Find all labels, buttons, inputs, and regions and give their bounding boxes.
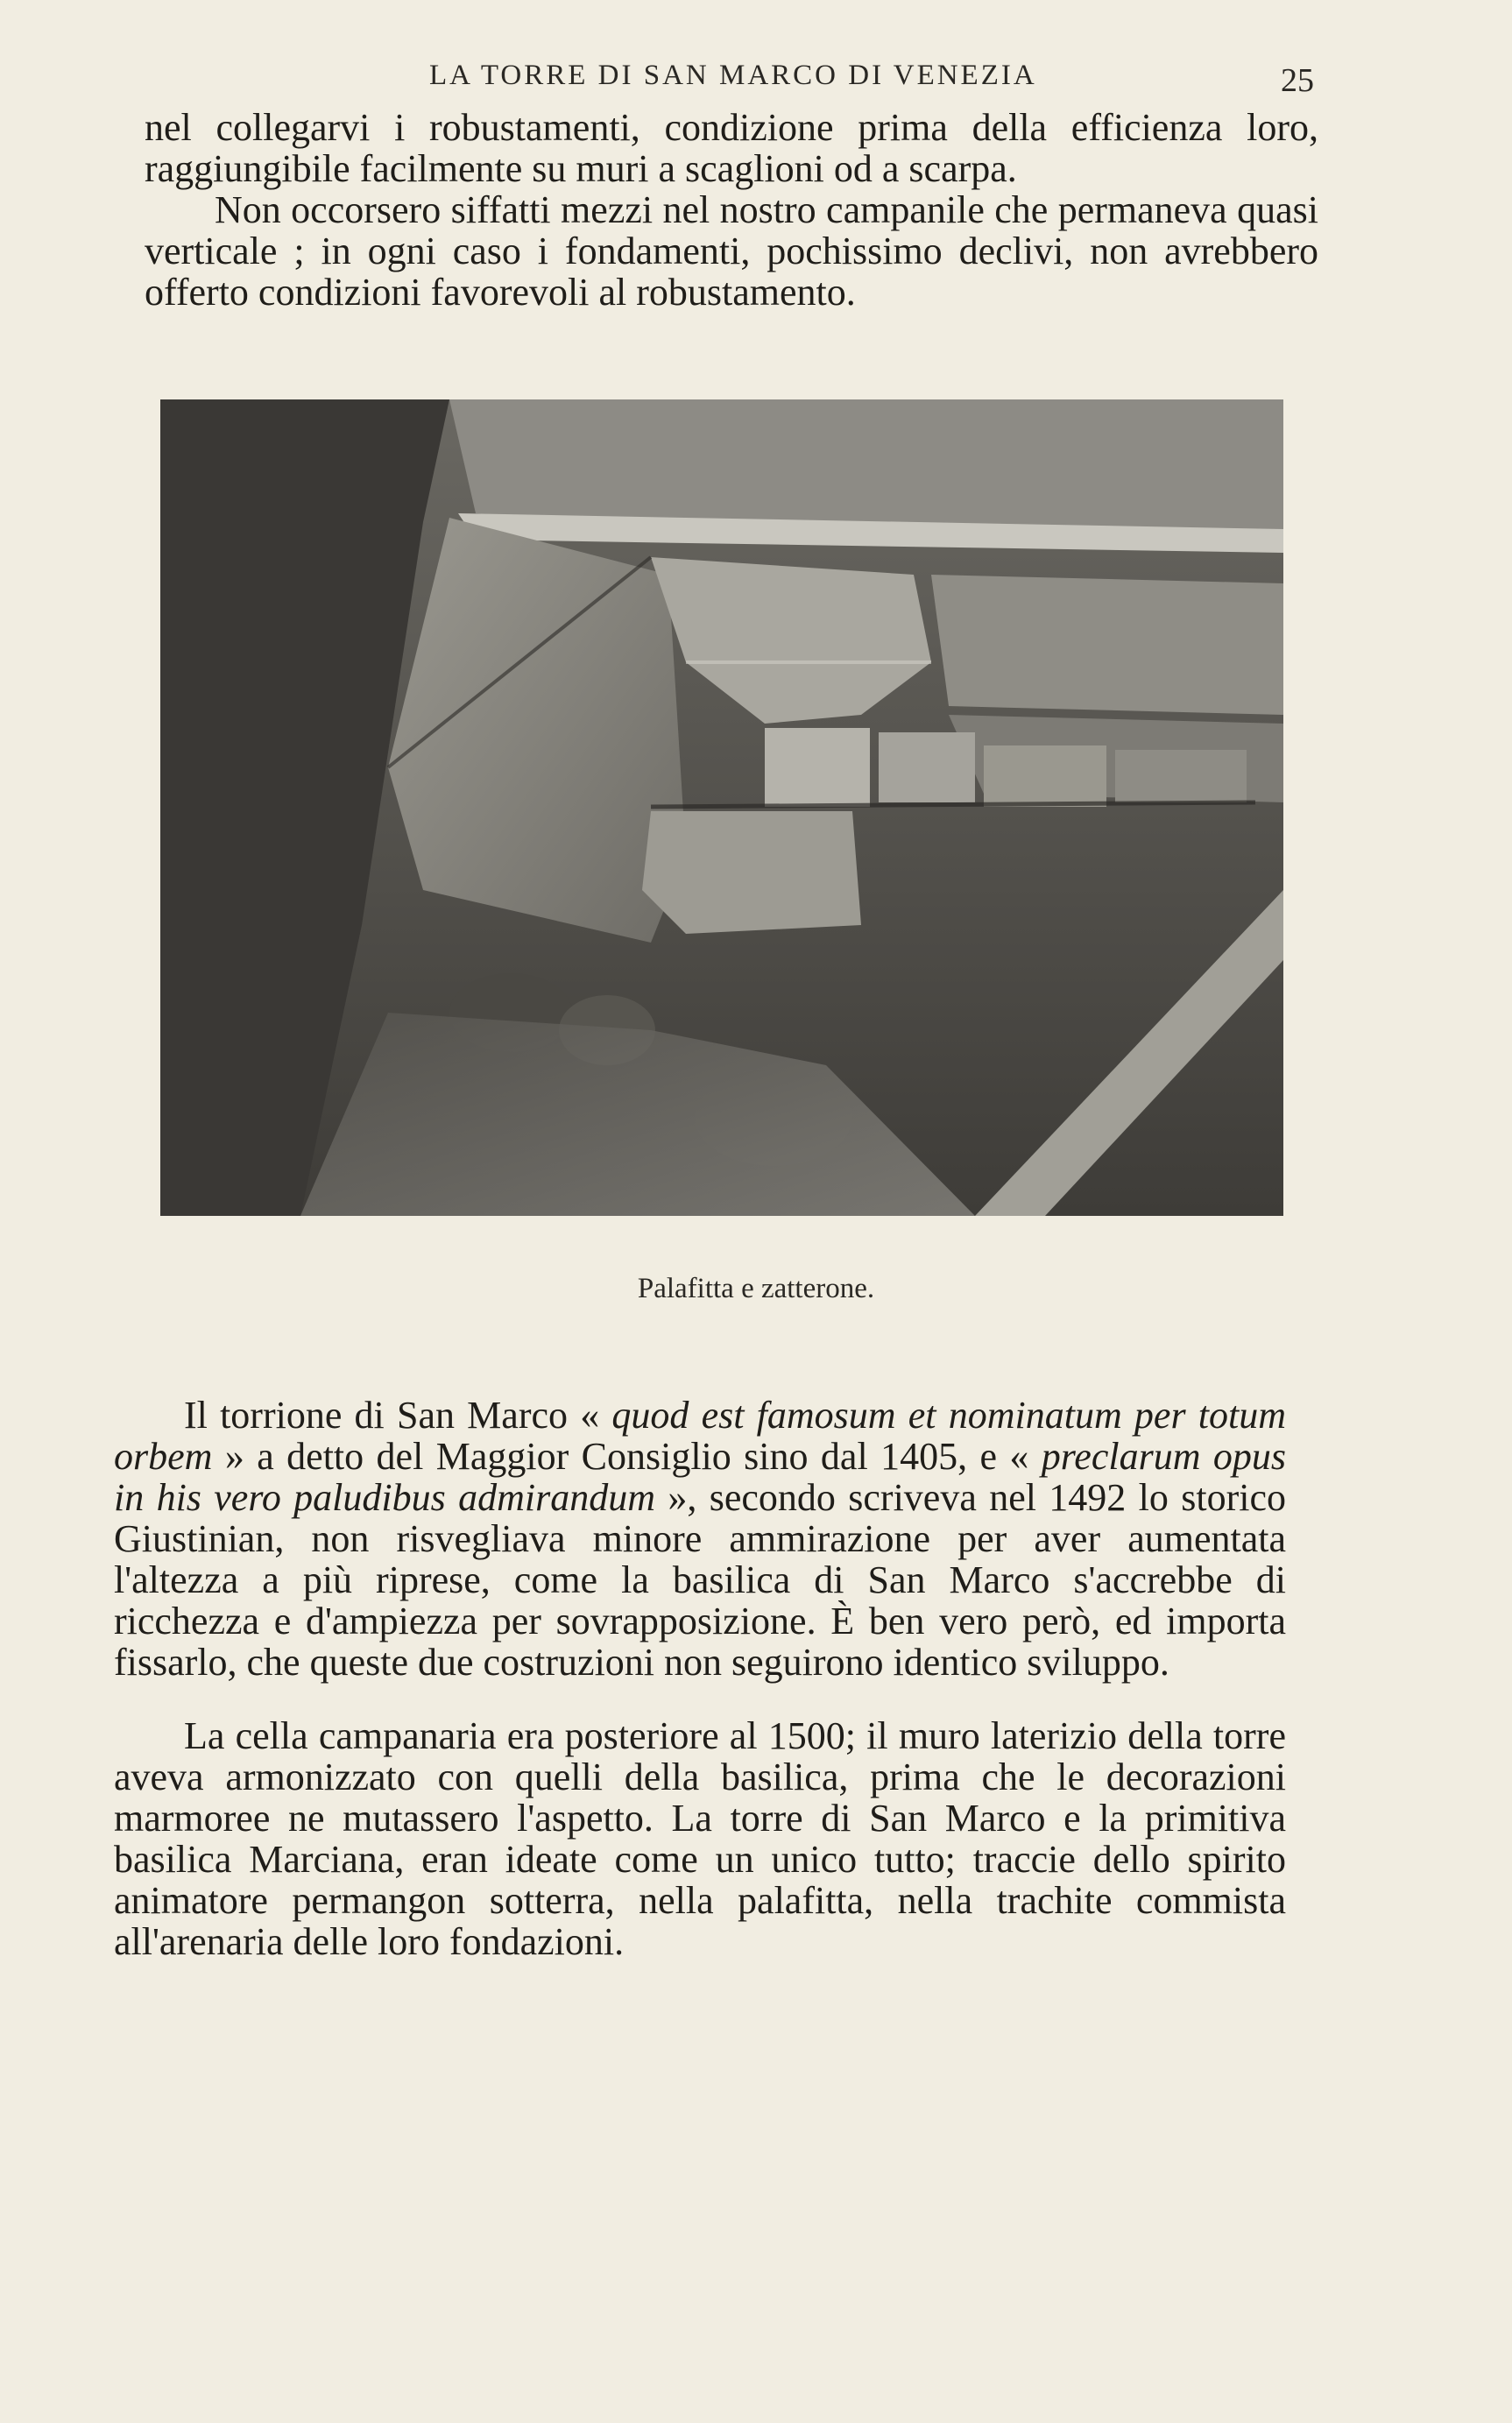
foundation-photo [160, 399, 1283, 1216]
latin-quote-preclarum: preclarum opus in his vero paludibus admirandum [114, 1435, 1286, 1519]
paragraph-torrione [114, 1395, 1286, 1683]
paragraph-continuation: nel collegarvi i robustamenti, condizione prima della efficienza loro, raggiungibile facilmente su muri a scaglioni od a scarpa. [145, 106, 1318, 190]
paragraph-torrione-part1: Il torrione di San Marco « [184, 1394, 612, 1437]
paragraph-campanile [145, 189, 1318, 313]
paragraph-campanile-text: Non occorsero siffatti mezzi nel nostro campanile che permaneva quasi verticale ; in ogni caso i fondamenti, pochissimo declivi, non avrebbero offerto condizioni favorevoli al robustamento. [145, 188, 1318, 314]
running-title: LA TORRE DI SAN MARCO DI VENEZIA [429, 60, 1037, 91]
paragraph-torrione-part3: », secondo scriveva nel 1492 lo storico Giustinian, non risvegliava minore ammirazione per aver aumentata l'altezza a più riprese, come la basilica di San Marco s'accrebbe di ricchezza e d'ampiezza per sovrapposizione. È ben vero però, ed importa fissarlo, che queste due costruzioni non seguirono identico sviluppo. [114, 1476, 1286, 1684]
latin-quote-famosum: quod est famosum et nominatum per totum orbem [114, 1394, 1287, 1478]
figure-caption: Palafitta e zatterone. [637, 1273, 875, 1304]
paragraph-cella-campanaria [114, 1715, 1286, 1962]
foundation-photo-illustration [160, 399, 1283, 1216]
paragraph-torrione-part2: » a detto del Maggior Consiglio sino dal 1405, e « [212, 1435, 1042, 1478]
page-number: 25 [1281, 62, 1314, 99]
paragraph-cella-campanaria-text: La cella campanaria era posteriore al 1500; il muro laterizio della torre aveva armonizzato con quelli della basilica, prima che le decorazioni marmoree ne mutassero l'aspetto. La torre di San Marco e la primitiva basilica Marciana, eran ideate come un unico tutto; traccie dello spirito animatore permangon sotterra, nella palafitta, nella trachite commista all'arenaria delle loro fondazioni. [114, 1714, 1286, 1963]
